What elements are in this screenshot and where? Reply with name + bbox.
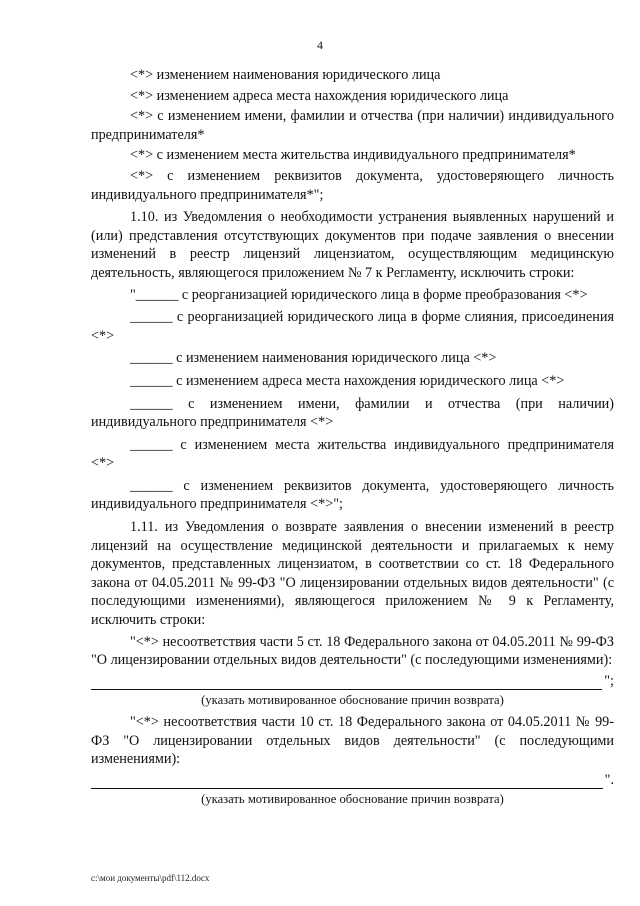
- paragraph: ______ с реорганизацией юридического лица в форме слияния, присоединения <*>: [91, 309, 614, 344]
- paragraph-1-10: 1.10. из Уведомления о необходимости устранения выявленных нарушений и (или) представления отсутствующих документов при подаче заявления о внесении изменений в реестр лицензий лицензиатом, осуществляющим медицинскую деятельность, являющегося приложением № 7 к Регламенту, исключить строки:: [91, 209, 614, 281]
- paragraph: ______ с изменением реквизитов документа, удостоверяющего личность индивидуального предпринимателя <*>";: [91, 477, 614, 513]
- paragraph: ______ с изменением места жительства индивидуального предпринимателя <*>: [91, 436, 614, 472]
- paragraph: <*> изменением адреса места нахождения юридического лица: [130, 87, 509, 104]
- caption: (указать мотивированное обоснование причин возврата): [201, 792, 504, 807]
- caption: (указать мотивированное обоснование причин возврата): [201, 693, 504, 708]
- document-body: [91, 64, 614, 809]
- paragraph: <*> с изменением имени, фамилии и отчества (при наличии) индивидуального предпринимателя*: [91, 108, 614, 143]
- footer-file-path: c:\мои документы\pdf\112.docx: [91, 873, 210, 883]
- paragraph: ______ с изменением имени, фамилии и отчества (при наличии) индивидуального предпринимателя <*>: [91, 395, 614, 431]
- paragraph: "<*> несоответствия части 5 ст. 18 Федерального закона от 04.05.2011 № 99-ФЗ "О лицензировании отдельных видов деятельности" (с последующими изменениями):: [91, 633, 614, 669]
- paragraph: "______ с реорганизацией юридического лица в форме преобразования <*>: [130, 286, 588, 303]
- paragraph: "<*> несоответствия части 10 ст. 18 Федерального закона от 04.05.2011 № 99-ФЗ "О лицензировании отдельных видов деятельности" (с последующими изменениями):: [91, 714, 614, 768]
- paragraph: ______ с изменением наименования юридического лица <*>: [130, 350, 497, 367]
- fill-line: [91, 672, 614, 691]
- paragraph-1-11: 1.11. из Уведомления о возврате заявления о внесении изменений в реестр лицензий на осуществление медицинской деятельности и прилагаемых к нему документов, представленных лицензиатом, в соответствии со ст. 18 Федерального закона от 04.05.2011 № 99-ФЗ "О лицензировании отдельных видов деятельности" (с последующими изменениями), являющегося приложением № 9 к Регламенту, исключить строки:: [91, 519, 614, 629]
- fill-line-end: ".: [604, 771, 614, 788]
- blank-underline: [91, 775, 603, 789]
- page-number: 4: [317, 38, 323, 52]
- fill-line-end: ";: [604, 672, 614, 689]
- fill-line: [91, 771, 614, 790]
- paragraph: ______ с изменением адреса места нахождения юридического лица <*>: [130, 372, 565, 389]
- paragraph: <*> с изменением реквизитов документа, удостоверяющего личность индивидуального предпринимателя*";: [91, 167, 614, 203]
- blank-underline: [91, 676, 602, 690]
- paragraph: <*> с изменением места жительства индивидуального предпринимателя*: [130, 147, 576, 164]
- paragraph: <*> изменением наименования юридического лица: [130, 67, 441, 83]
